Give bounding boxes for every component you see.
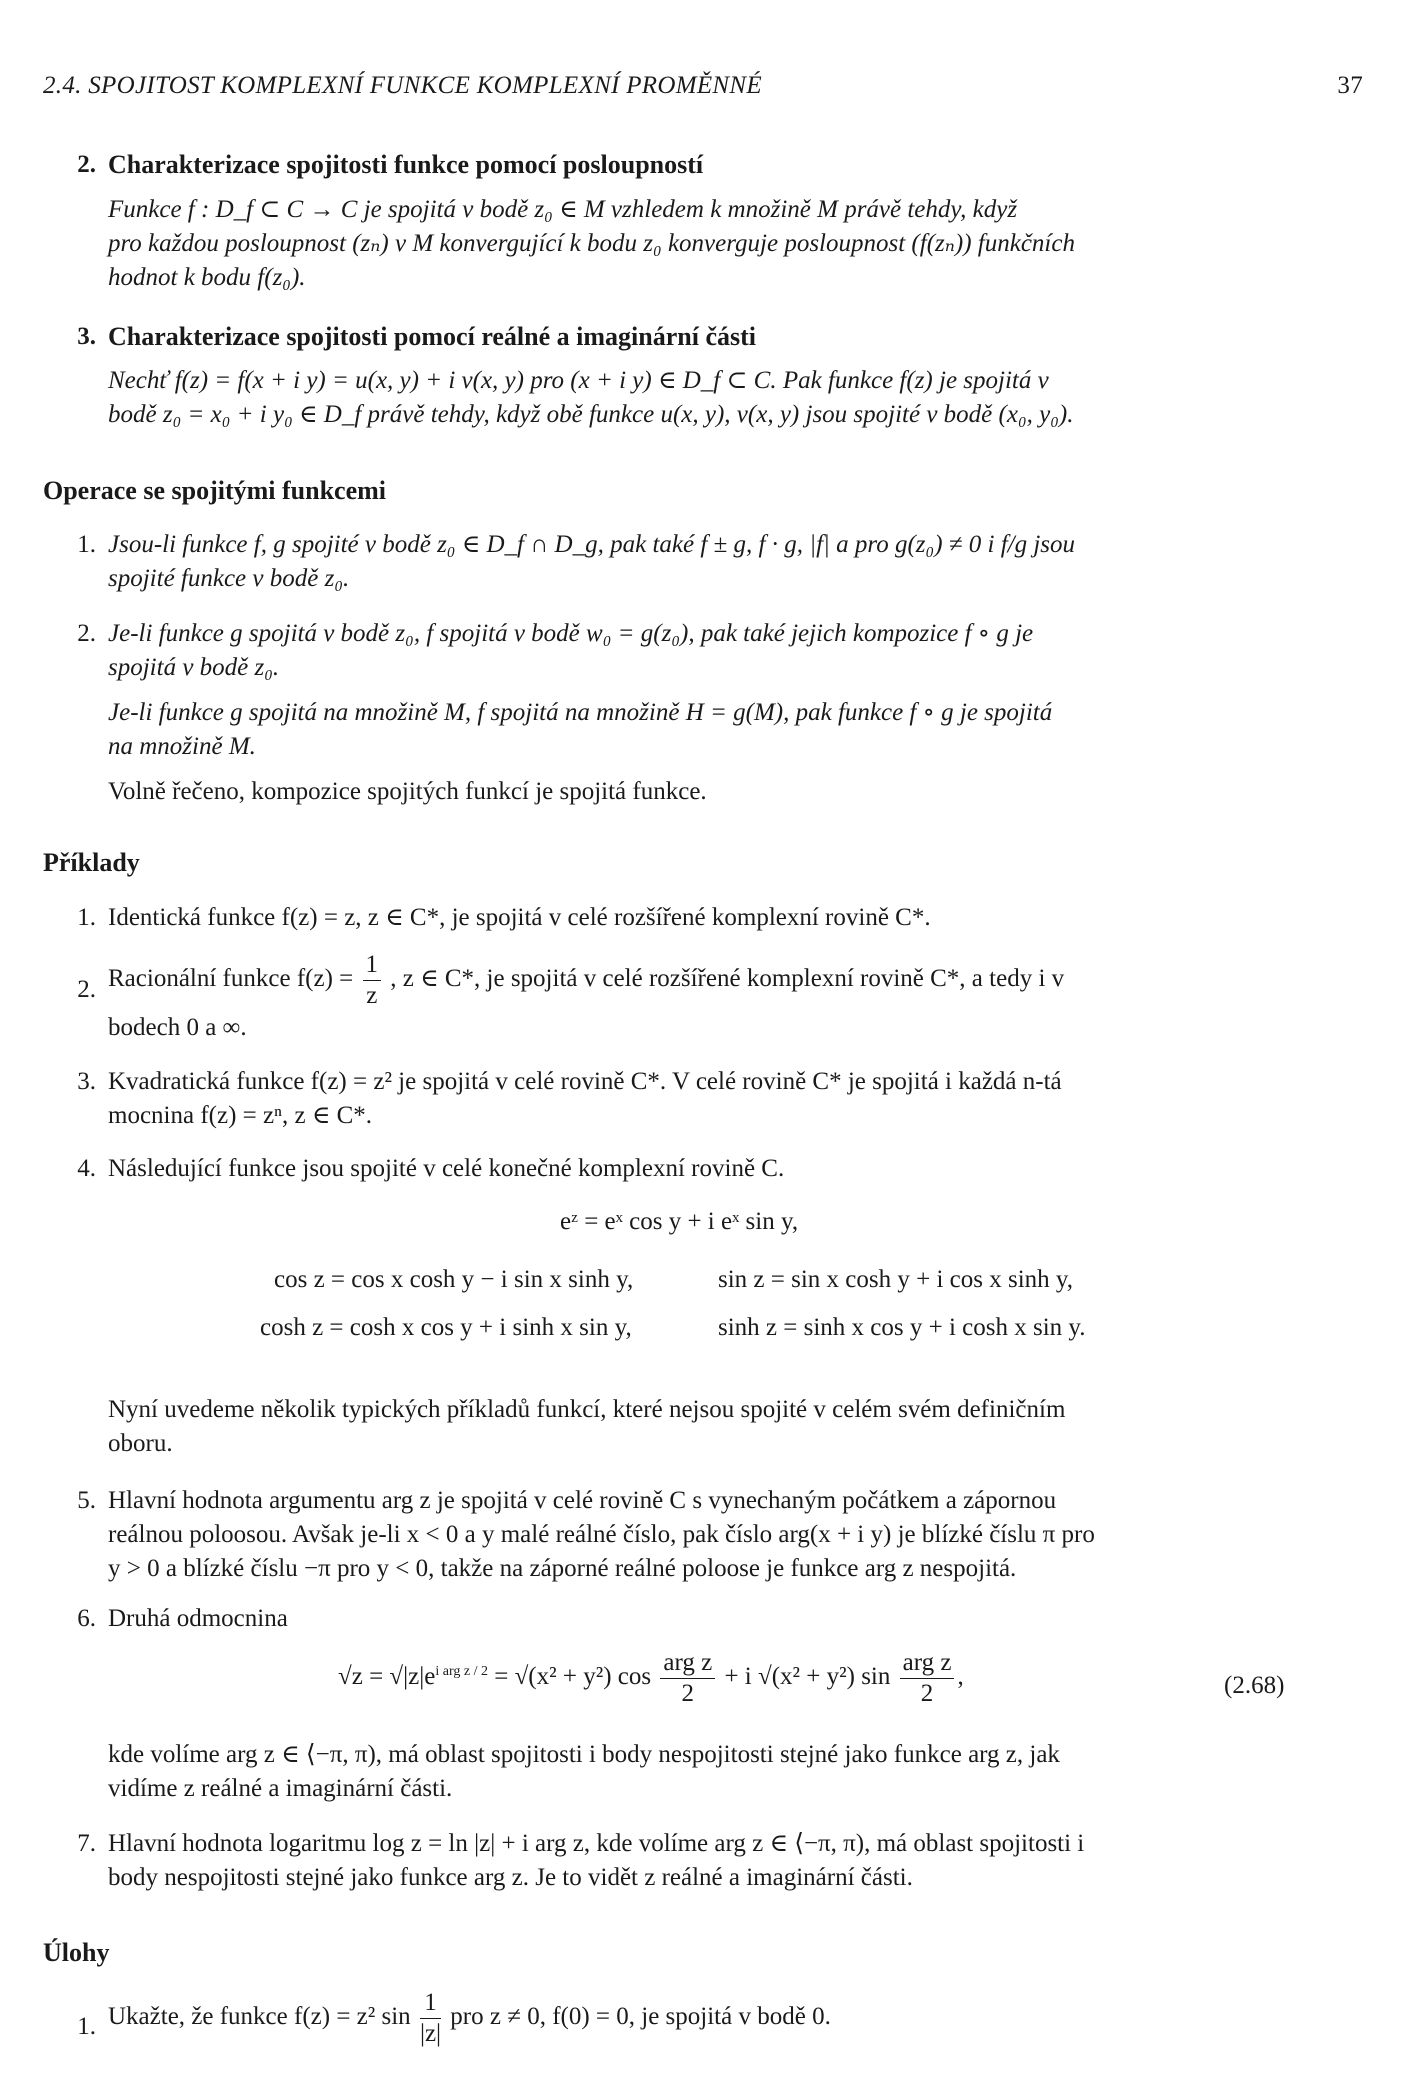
text-line: Nyní uvedeme několik typických příkladů funkcí, které nejsou spojité v celém svém definičním: [108, 1396, 1066, 1423]
example-2: [77, 950, 1318, 1045]
example-7: [77, 1827, 1318, 1895]
text-span: Racionální funkce f(z) =: [108, 965, 354, 993]
text-line: body nespojitosti stejné jako funkce arg z. Je to vidět z reálné a imaginární části.: [108, 1864, 913, 1891]
denominator: z: [366, 982, 378, 1009]
text-line: spojitá v bodě z₀.: [108, 654, 280, 681]
text-line: reálnou poloosou. Avšak je-li x < 0 a y malé reálné číslo, pak číslo arg(x + i y) je blízké číslu π pro: [108, 1521, 1095, 1548]
text-line: Funkce f : D_f ⊂ C → C je spojitá v bodě z₀ ∈ M vzhledem k množině M právě tehdy, když: [108, 196, 1018, 223]
item-number: 3.: [77, 1068, 96, 1095]
item-number: 2.: [77, 620, 96, 647]
theorem-re-im-body: [108, 364, 1318, 432]
item-number: 2.: [77, 976, 96, 1003]
example-3: [77, 1065, 1318, 1133]
text-line: bodě z₀ = x₀ + i y₀ ∈ D_f právě tehdy, když obě funkce u(x, y), v(x, y) jsou spojité v bodě (x₀, y₀).: [108, 401, 1074, 428]
equation-cosh: cosh z = cosh x cos y + i sinh x sin y,: [260, 1314, 632, 1341]
text-line: Volně řečeno, kompozice spojitých funkcí je spojitá funkce.: [108, 778, 707, 805]
item-number: 1.: [77, 904, 96, 931]
text-line: Je-li funkce g spojitá na množině M, f spojitá na množině H = g(M), pak funkce f ∘ g je spojitá: [108, 699, 1053, 726]
equation-sinh: sinh z = sinh x cos y + i cosh x sin y.: [718, 1314, 1086, 1341]
fraction: [660, 1648, 715, 1709]
item-number: 7.: [77, 1830, 96, 1857]
example-5: [77, 1484, 1318, 1586]
text-line: Identická funkce f(z) = z, z ∈ C*, je spojitá v celé rozšířené komplexní rovině C*.: [108, 904, 931, 931]
item-number: 1.: [77, 2013, 96, 2040]
item-number: 2.: [77, 151, 96, 178]
fraction: [420, 1988, 441, 2049]
text-line: Hlavní hodnota argumentu arg z je spojitá v celé rovině C s vynechaným počátkem a zápornou: [108, 1487, 1057, 1514]
text-line: [108, 950, 1318, 1011]
text-line: Hlavní hodnota logaritmu log z = ln |z| + i arg z, kde volíme arg z ∈ ⟨−π, π), má oblast spojitosti i: [108, 1830, 1085, 1857]
text-line: Jsou-li funkce f, g spojité v bodě z₀ ∈ D_f ∩ D_g, pak také f ± g, f · g, |f| a pro g(z₀) ≠ 0 i f/g jsou: [108, 531, 1076, 558]
denominator: 2: [681, 1680, 695, 1707]
numerator: arg z: [900, 1648, 955, 1679]
equation-cos: cos z = cos x cosh y − i sin x sinh y,: [274, 1266, 634, 1293]
theorem-title: Charakterizace spojitosti funkce pomocí posloupností: [108, 150, 704, 179]
equation-part: + i √(x² + y²) sin: [724, 1663, 891, 1691]
fraction: [363, 950, 382, 1011]
text-line: bodech 0 a ∞.: [108, 1014, 247, 1041]
equation-part: = √(x² + y²) cos: [494, 1663, 652, 1691]
task-1: [77, 1988, 1318, 2049]
example-4: [77, 1152, 1318, 1186]
example-6: [77, 1602, 1318, 1636]
text-line: Následující funkce jsou spojité v celé konečné komplexní rovině C.: [108, 1155, 785, 1182]
equation-part: ,: [957, 1663, 964, 1691]
equation-sin: sin z = sin x cosh y + i cos x sinh y,: [718, 1266, 1074, 1293]
equation-sqrt: [338, 1648, 964, 1709]
text-line: kde volíme arg z ∈ ⟨−π, π), má oblast spojitosti i body nespojitosti stejné jako funkce arg z, jak: [108, 1741, 1060, 1768]
equation-exp: eᶻ = eˣ cos y + i eˣ sin y,: [560, 1208, 799, 1235]
item-number: 4.: [77, 1155, 96, 1182]
theorem-re-im: [77, 320, 1308, 354]
denominator: 2: [920, 1680, 934, 1707]
text-line: mocnina f(z) = zⁿ, z ∈ C*.: [108, 1102, 373, 1129]
text-line: hodnot k bodu f(z₀).: [108, 264, 306, 291]
item-number: 3.: [77, 323, 96, 350]
text-span: pro z ≠ 0, f(0) = 0, je spojitá v bodě 0.: [450, 2003, 831, 2031]
operation-item-1: [77, 528, 1318, 596]
exponent: i arg z / 2: [435, 1663, 488, 1679]
text-line: Je-li funkce g spojitá v bodě z₀, f spojitá v bodě w₀ = g(z₀), pak také jejich kompozice f ∘ g je: [108, 620, 1034, 647]
denominator: |z|: [419, 2020, 442, 2047]
section-heading: Operace se spojitými funkcemi: [43, 476, 387, 505]
running-header: [43, 72, 1363, 100]
section-heading: Úlohy: [43, 1938, 110, 1967]
text-line: y > 0 a blízké číslu −π pro y < 0, takže na záporné reálné poloose je funkce arg z nespojitá.: [108, 1555, 1017, 1582]
operation-item-2: [77, 617, 1318, 809]
section-heading: Příklady: [43, 848, 140, 877]
text-span: , z ∈ C*, je spojitá v celé rozšířené komplexní rovině C*, a tedy i v: [390, 965, 1065, 993]
text-line: oboru.: [108, 1430, 173, 1457]
numerator: arg z: [660, 1648, 715, 1679]
text-line: Nechť f(z) = f(x + i y) = u(x, y) + i v(x, y) pro (x + i y) ∈ D_f ⊂ C. Pak funkce f(z) je spojitá v: [108, 367, 1049, 394]
example-6-text: [108, 1738, 1318, 1806]
theorem-sequences-body: [108, 193, 1308, 295]
text-line: pro každou posloupnost (zₙ) v M konvergující k bodu z₀ konverguje posloupnost (f(zₙ)) funkčních: [108, 230, 1075, 257]
item-number: 5.: [77, 1487, 96, 1514]
text-line: vidíme z reálné a imaginární části.: [108, 1775, 453, 1802]
section-title: 2.4. SPOJITOST KOMPLEXNÍ FUNKCE KOMPLEXNÍ PROMĚNNÉ: [43, 72, 762, 99]
text-line: [108, 1988, 1318, 2049]
equation-part: √z = √|z|e: [338, 1663, 436, 1691]
text-span: Ukažte, že funkce f(z) = z² sin: [108, 2003, 411, 2031]
item-number: 6.: [77, 1605, 96, 1632]
numerator: 1: [420, 1988, 441, 2019]
text-line: Kvadratická funkce f(z) = z² je spojitá v celé rovině C*. V celé rovině C* je spojitá i každá n-tá: [108, 1068, 1062, 1095]
theorem-title: Charakterizace spojitosti pomocí reálné a imaginární části: [108, 322, 756, 351]
intro-paragraph: [108, 1393, 1318, 1461]
equation-number: (2.68): [1224, 1672, 1285, 1699]
page-number: 37: [1337, 72, 1363, 99]
numerator: 1: [363, 950, 382, 981]
theorem-sequences: [77, 148, 1308, 182]
item-number: 1.: [77, 531, 96, 558]
fraction: [900, 1648, 955, 1709]
text-line: spojité funkce v bodě z₀.: [108, 565, 350, 592]
text-line: na množině M.: [108, 733, 256, 760]
text-line: Druhá odmocnina: [108, 1605, 288, 1632]
example-1: [77, 901, 1318, 935]
